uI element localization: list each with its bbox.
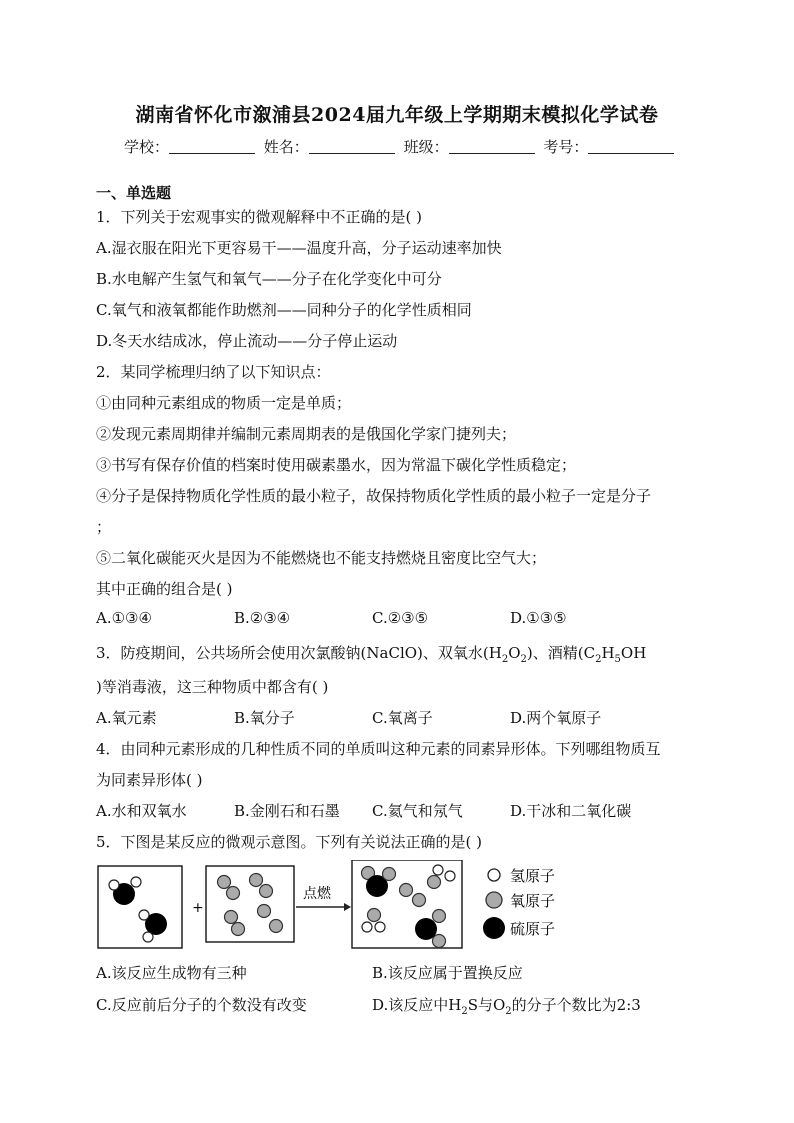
class-blank[interactable]	[449, 139, 535, 154]
arrow-head-icon	[344, 903, 351, 911]
q3-stem-cont: )等消毒液，这三种物质中都含有( )	[96, 678, 329, 696]
q3-option-d[interactable]: D.两个氧原子	[510, 709, 602, 727]
school-blank[interactable]	[169, 139, 255, 154]
q4-stem: 4．由同种元素形成的几种性质不同的单质叫这种元素的同素异形体。下列哪组物质互	[96, 740, 661, 758]
q2-option-a[interactable]: A.①③④	[96, 609, 152, 627]
name-label: 姓名：	[263, 138, 309, 156]
subscript: 2	[505, 1006, 512, 1017]
hydrogen-atom-icon	[488, 869, 500, 881]
q5-option-b[interactable]: B.该反应属于置换反应	[372, 964, 523, 982]
q5-option-a[interactable]: A.该反应生成物有三种	[96, 964, 247, 982]
section-heading: 一、单选题	[96, 184, 172, 202]
q1-option-c[interactable]: C.氧气和液氧都能作助燃剂——同种分子的化学性质相同	[96, 301, 472, 319]
q2-option-b[interactable]: B.②③④	[234, 609, 291, 627]
legend	[483, 867, 555, 939]
reaction-diagram	[96, 860, 596, 952]
sulfur-atom-icon	[483, 917, 505, 939]
q2-statement-5: ⑤二氧化碳能灭火是因为不能燃烧也不能支持燃烧且密度比空气大；	[96, 549, 547, 567]
h2s-molecule	[109, 877, 141, 905]
q5-option-d[interactable]	[372, 994, 641, 1017]
q3-option-b[interactable]: B.氧分子	[234, 709, 295, 727]
q5-option-d-text: 的分子个数比为2:3	[511, 996, 641, 1014]
q2-option-d[interactable]: D.①③⑤	[510, 609, 567, 627]
q2-question: 其中正确的组合是( )	[96, 580, 233, 598]
q4-option-b[interactable]: B.金刚石和石墨	[234, 802, 340, 820]
q2-statement-4-cont: ；	[96, 518, 112, 536]
q3-option-a[interactable]: A.氧元素	[96, 709, 157, 727]
plus-sign: +	[192, 900, 204, 916]
q1-option-a[interactable]: A.湿衣服在阳光下更容易干——温度升高，分子运动速率加快	[96, 239, 502, 257]
q2-statement-3: ③书写有保存价值的档案时使用碳素墨水，因为常温下碳化学性质稳定；	[96, 456, 577, 474]
q5-option-d-text: D.该反应中H	[372, 996, 462, 1014]
subscript: 2	[461, 1006, 468, 1017]
o2-molecules	[218, 874, 283, 936]
student-info-row	[124, 136, 678, 157]
subscript: 2	[501, 654, 509, 665]
subscript: 2	[520, 654, 527, 665]
oxygen-atom-icon	[486, 892, 502, 908]
q2-option-c[interactable]: C.②③⑤	[372, 609, 429, 627]
product-molecules	[362, 865, 456, 948]
q3-stem-text: )、酒精(C	[526, 644, 596, 662]
number-label: 考号：	[543, 138, 589, 156]
q2-statement-4: ④分子是保持物质化学性质的最小粒子，故保持物质化学性质的最小粒子一定是分子	[96, 487, 652, 505]
q2-stem: 2．某同学梳理归纳了以下知识点：	[96, 363, 331, 381]
legend-hydrogen-label: 氢原子	[510, 867, 556, 885]
legend-sulfur-label: 硫原子	[510, 920, 556, 938]
class-label: 班级：	[403, 138, 449, 156]
arrow-condition: 点燃	[303, 886, 331, 902]
q4-option-c[interactable]: C.氦气和氖气	[372, 802, 463, 820]
q4-option-d[interactable]: D.干冰和二氧化碳	[510, 802, 632, 820]
exam-title: 湖南省怀化市溆浦县2024届九年级上学期期末模拟化学试卷	[135, 104, 659, 126]
q1-option-d[interactable]: D.冬天水结成冰，停止流动——分子停止运动	[96, 332, 398, 350]
q3-stem-text: H	[601, 644, 615, 662]
school-label: 学校：	[124, 138, 170, 156]
number-blank[interactable]	[588, 139, 674, 154]
q1-option-b[interactable]: B.水电解产生氢气和氧气——分子在化学变化中可分	[96, 270, 442, 288]
subscript: 2	[595, 654, 602, 665]
q3-stem-text: O	[508, 644, 521, 662]
legend-oxygen-label: 氧原子	[510, 892, 556, 910]
name-blank[interactable]	[309, 139, 395, 154]
q4-stem-cont: 为同素异形体( )	[96, 771, 203, 789]
q5-stem: 5．下图是某反应的微观示意图。下列有关说法正确的是( )	[96, 833, 483, 851]
q3-stem	[96, 642, 646, 665]
subscript: 5	[614, 654, 621, 665]
q3-stem-text: OH	[620, 644, 647, 662]
q3-option-c[interactable]: C.氧离子	[372, 709, 433, 727]
h2s-molecule	[139, 910, 167, 942]
q3-stem-text: 3．防疫期间，公共场所会使用次氯酸钠(NaClO)、双氧水(H	[96, 644, 502, 662]
q5-option-d-text: S与O	[467, 996, 506, 1014]
q4-option-a[interactable]: A.水和双氧水	[96, 802, 187, 820]
q2-statement-1: ①由同种元素组成的物质一定是单质；	[96, 394, 352, 412]
q5-option-c[interactable]: C.反应前后分子的个数没有改变	[96, 996, 307, 1014]
q1-stem: 1．下列关于宏观事实的微观解释中不正确的是( )	[96, 208, 423, 226]
q2-statement-2: ②发现元素周期律并编制元素周期表的是俄国化学家门捷列夫；	[96, 425, 517, 443]
